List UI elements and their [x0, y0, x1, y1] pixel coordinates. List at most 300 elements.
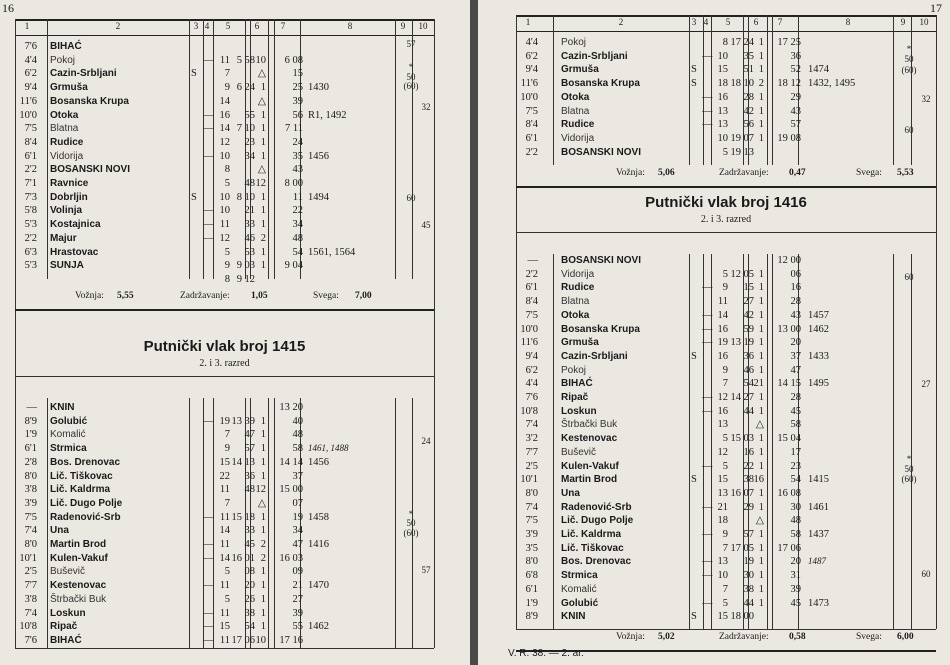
cell-m: 14 [730, 392, 741, 403]
summary-v2: 1,05 [251, 291, 268, 301]
cell-m2: 58 [292, 443, 303, 455]
cell-m2: 31 [790, 570, 801, 582]
cell-s: 35 [743, 50, 754, 62]
cell-s: 07 [743, 487, 754, 499]
cell-km: 1'9 [24, 429, 37, 441]
cell-m: 19 [730, 132, 741, 144]
note-col9: 60 [904, 125, 914, 135]
cell-name: Cazin-Srbljani [561, 350, 628, 362]
note-col9: (60) [403, 81, 419, 91]
cell-h2: 1 [758, 350, 764, 362]
cell-ref: 1458 [308, 511, 329, 523]
cell-h: 14 [219, 95, 230, 107]
timetable-row [516, 446, 936, 460]
timetable-row [516, 323, 936, 337]
timetable-row [15, 634, 434, 648]
cell-m2: 15 [292, 68, 303, 80]
cell-m2: 39 [292, 95, 303, 107]
cell-h2: △ [755, 419, 764, 431]
column-number: 5 [225, 21, 231, 31]
column-number: 9 [900, 17, 906, 27]
cell-h2: 1 [260, 511, 266, 523]
cell-ref: R1, 1492 [308, 109, 347, 121]
timetable-row [516, 583, 936, 597]
cell-s: 27 [743, 296, 754, 308]
cell-s: 51 [743, 64, 754, 76]
cell-m2: 28 [790, 296, 801, 308]
cell-h: 7 [224, 497, 230, 509]
cell-h2: 1 [758, 309, 764, 321]
cell-h: 10 [219, 205, 230, 217]
cell-ref: 1474 [808, 64, 829, 76]
cell-h2: 1 [260, 580, 266, 592]
cell-m2: 45 [790, 405, 801, 417]
travel-summary [15, 291, 434, 305]
summary-l1: Vožnja: [616, 168, 645, 178]
cell-km: 3'8 [24, 484, 37, 496]
cell-ref: 1457 [808, 309, 829, 321]
cell-h: 18 [717, 515, 728, 527]
cell-h2: 1 [758, 50, 764, 62]
timetable-row [516, 391, 936, 405]
cell-m: 13 [231, 415, 242, 427]
cell-h: 16 [717, 91, 728, 103]
column-number: 8 [347, 21, 353, 31]
page-number: 16 [2, 1, 14, 15]
cell-h2: 1 [260, 150, 266, 162]
cell-h: 18 [717, 78, 728, 90]
cell-name: Vidorija [561, 132, 595, 144]
timetable-row [15, 456, 434, 470]
right-page [478, 0, 950, 665]
cell-h2: 1 [260, 593, 266, 605]
cell-h: 8 [224, 164, 230, 176]
cell-s: 01 [244, 552, 255, 564]
cell-name: BIHAĆ [50, 634, 82, 646]
timetable-row [15, 415, 434, 429]
cell-km: 3'8 [24, 593, 37, 605]
cell-name: BOSANSKI NOVI [50, 164, 131, 176]
cell-h: 9 [224, 82, 230, 94]
cell-km: 5'8 [24, 205, 37, 217]
cell-name: Lič. Kaldrma [561, 529, 622, 540]
cell-ref: 1470 [308, 580, 329, 592]
cell-km: 7'6 [24, 41, 37, 52]
cell-s: 03 [244, 260, 255, 272]
cell-h2: 12 [255, 178, 266, 189]
cell-h2: 1 [758, 282, 764, 294]
cell-name: Cazin-Srbljani [561, 50, 628, 62]
cell-m2: 20 [790, 556, 801, 568]
cell-c4: — [702, 337, 713, 349]
cell-name: Komalić [50, 429, 86, 441]
cell-c4: — [702, 570, 713, 582]
cell-s: 58 [244, 54, 255, 66]
timetable-row [15, 273, 434, 287]
cell-name: BIHAĆ [561, 378, 593, 390]
cell-s: 15 [743, 282, 754, 294]
cell-c3: S [191, 191, 197, 203]
cell-h: 7 [722, 542, 728, 554]
cell-s: 10 [244, 191, 255, 203]
cell-m2: 18 12 [777, 78, 801, 90]
cell-h: 15 [219, 621, 230, 633]
cell-m2: 34 [292, 219, 303, 231]
cell-km: 7'7 [24, 580, 37, 592]
cell-h: 11 [219, 607, 230, 619]
cell-h2: 1 [758, 556, 764, 568]
cell-km: 2'2 [24, 164, 37, 176]
timetable-row [516, 146, 936, 160]
cell-name: Bos. Drenovac [561, 556, 632, 568]
cell-ref: 1456 [308, 150, 329, 162]
cell-m2: 34 [292, 525, 303, 537]
cell-km: 4'4 [24, 54, 37, 66]
cell-km: — [26, 402, 37, 413]
cell-m2: 9 04 [284, 260, 303, 272]
cell-h: 16 [717, 405, 728, 417]
cell-s: 28 [743, 91, 754, 103]
cell-m2: 30 [790, 501, 801, 513]
cell-name: Pokoj [561, 364, 587, 376]
cell-km: 7'5 [24, 511, 37, 523]
cell-km: 6'1 [24, 443, 37, 455]
cell-km: 8'4 [525, 296, 538, 308]
cell-h2: 1 [260, 136, 266, 148]
timetable-row [15, 136, 434, 150]
cell-h: 13 [717, 119, 728, 131]
timetable-row [516, 36, 936, 50]
cell-h2: 1 [260, 82, 266, 94]
cell-name: Martin Brod [561, 474, 618, 486]
timetable-row [516, 473, 936, 487]
cell-km: 3'2 [525, 433, 538, 445]
cell-m: 13 [730, 337, 741, 349]
cell-h: 8 [224, 273, 230, 285]
cell-c3: S [691, 78, 697, 90]
cell-km: 6'1 [525, 132, 538, 144]
summary-l2: Zadržavanje: [719, 632, 769, 642]
cell-s: 53 [244, 246, 255, 258]
cell-s: 36 [743, 350, 754, 362]
column-number: 10 [418, 21, 428, 31]
cell-m2: 12 00 [777, 255, 801, 266]
timetable-row [15, 40, 434, 54]
cell-name: Pokoj [561, 37, 587, 48]
cell-h2: △ [755, 515, 764, 527]
cell-m2: 25 [292, 82, 303, 94]
cell-km: 10'0 [19, 109, 37, 121]
column-number: 6 [254, 21, 260, 31]
cell-m2: 28 [790, 392, 801, 403]
cell-m2: 58 [790, 419, 801, 431]
cell-h: 9 [722, 529, 728, 540]
cell-h2: 1 [758, 405, 764, 417]
note-col9: 50 [904, 464, 914, 474]
cell-c4: — [203, 634, 214, 646]
cell-km: 10'1 [520, 474, 538, 486]
cell-km: 2'2 [24, 232, 37, 244]
timetable-row [15, 191, 434, 205]
cell-m2: 17 16 [279, 634, 303, 646]
cell-s: 33 [244, 525, 255, 537]
summary-l2: Zadržavanje: [719, 168, 769, 178]
summary-v1: 5,02 [658, 632, 675, 642]
column-number: 6 [753, 17, 759, 27]
cell-name: Buševič [50, 566, 86, 578]
timetable-row [516, 514, 936, 528]
cell-h: 9 [722, 364, 728, 376]
cell-h2: 12 [255, 484, 266, 496]
cell-h2: 1 [260, 621, 266, 633]
timetable-row [516, 254, 936, 268]
cell-c4: — [702, 405, 713, 417]
cell-m2: 36 [790, 50, 801, 62]
cell-m: 9 [236, 273, 242, 285]
cell-c3: S [691, 64, 697, 76]
cell-c4: — [702, 460, 713, 472]
cell-name: Ripač [561, 392, 589, 403]
cell-h: 14 [219, 123, 230, 135]
cell-s: 46 [244, 232, 255, 244]
cell-m2: 07 [292, 497, 303, 509]
cell-h2: 1 [260, 607, 266, 619]
cell-c4: — [702, 529, 713, 540]
cell-m2: 27 [292, 593, 303, 605]
cell-km: 10'1 [19, 552, 37, 564]
cell-km: 3'5 [525, 542, 538, 554]
cell-h2: △ [257, 497, 266, 509]
note-col10: 45 [421, 220, 431, 230]
cell-name: Volinja [50, 205, 83, 217]
cell-h: 10 [717, 50, 728, 62]
cell-s: 10 [244, 123, 255, 135]
cell-km: 7'5 [525, 515, 538, 527]
cell-c4: — [203, 607, 214, 619]
cell-m2: 55 [292, 621, 303, 633]
cell-name: Kulen-Vakuf [561, 460, 619, 472]
cell-m: 17 [231, 634, 242, 646]
cell-name: Lič. Tiškovac [561, 542, 624, 554]
cell-h: 14 [219, 552, 230, 564]
cell-c4: — [203, 219, 214, 231]
cell-c3: S [691, 474, 697, 486]
cell-c4: — [203, 552, 214, 564]
cell-name: Grmuša [561, 337, 599, 349]
cell-m: 17 [730, 542, 741, 554]
cell-km: 2'5 [525, 460, 538, 472]
cell-m2: 37 [292, 470, 303, 482]
timetable-row [15, 442, 434, 456]
timetable-row [516, 460, 936, 474]
timetable-row [15, 607, 434, 621]
note-col9: * [906, 44, 912, 54]
cell-name: Cazin-Srbljani [50, 68, 117, 80]
cell-c4: — [203, 205, 214, 217]
column-number: 7 [777, 17, 783, 27]
cell-m2: 54 [790, 474, 801, 486]
cell-m2: 11 [292, 191, 303, 203]
cell-name: Blatna [50, 123, 79, 135]
travel-summary [516, 168, 936, 182]
cell-m2: 48 [292, 429, 303, 441]
cell-h2: 10 [255, 54, 266, 66]
cell-s: 48 [244, 484, 255, 496]
cell-km: 6'3 [24, 246, 37, 258]
cell-h2: 1 [260, 219, 266, 231]
cell-name: Vidorija [50, 150, 84, 162]
timetable-row [516, 501, 936, 515]
cell-m: 12 [730, 268, 741, 280]
cell-m2: 45 [790, 597, 801, 609]
cell-h2: 1 [260, 191, 266, 203]
cell-m2: 6 08 [284, 54, 303, 66]
cell-s: 08 [244, 566, 255, 578]
cell-h: 5 [722, 146, 728, 158]
cell-name: Štrbački Buk [50, 593, 107, 605]
cell-c3: S [691, 350, 697, 362]
cell-h: 7 [722, 583, 728, 595]
timetable-row [15, 497, 434, 511]
cell-h: 10 [717, 570, 728, 582]
timetable-row [15, 552, 434, 566]
cell-h2: 1 [260, 205, 266, 217]
cell-name: Bosanska Krupa [50, 95, 129, 107]
table-border [516, 629, 936, 630]
cell-name: Otoka [561, 91, 590, 103]
timetable-row [15, 565, 434, 579]
cell-name: Lič. Dugo Polje [561, 515, 634, 527]
cell-h: 11 [219, 484, 230, 496]
column-number: 5 [725, 17, 731, 27]
cell-h2: 1 [758, 542, 764, 554]
cell-h: 7 [722, 378, 728, 390]
cell-h2: 1 [260, 525, 266, 537]
cell-c4: — [203, 415, 214, 427]
cell-s: 57 [244, 443, 255, 455]
cell-s: 05 [743, 268, 754, 280]
summary-v3: 5,53 [897, 168, 914, 178]
cell-h2: 1 [260, 246, 266, 258]
timetable-row [15, 177, 434, 191]
cell-h2: 1 [260, 260, 266, 272]
summary-l1: Vožnja: [616, 632, 645, 642]
timetable-row [15, 483, 434, 497]
cell-km: 10'8 [520, 405, 538, 417]
cell-h2: △ [257, 68, 266, 80]
cell-c4: — [203, 123, 214, 135]
cell-km: 7'5 [24, 123, 37, 135]
cell-m2: 7 11 [285, 123, 303, 135]
column-number: 1 [525, 17, 531, 27]
cell-s: 30 [743, 570, 754, 582]
cell-km: 3'9 [24, 497, 37, 509]
cell-km: 6'8 [525, 570, 538, 582]
cell-km: 6'2 [525, 364, 538, 376]
cell-km: 2'5 [24, 566, 37, 578]
cell-h: 11 [219, 580, 230, 592]
cell-h: 13 [717, 487, 728, 499]
summary-l3: Svega: [313, 291, 339, 301]
timetable-row [516, 118, 936, 132]
cell-km: 10'0 [520, 91, 538, 103]
timetable-row [516, 487, 936, 501]
cell-h2: 21 [753, 378, 764, 390]
cell-h: 14 [219, 525, 230, 537]
timetable-row [516, 50, 936, 64]
cell-name: BIHAĆ [50, 41, 82, 52]
cell-s: 44 [743, 597, 754, 609]
cell-m2: 37 [790, 350, 801, 362]
cell-name: Kestenovac [561, 433, 618, 445]
cell-km: 6'2 [24, 68, 37, 80]
cell-c4: — [702, 597, 713, 609]
timetable-row [516, 132, 936, 146]
timetable-row [516, 610, 936, 624]
cell-h: 7 [224, 68, 230, 80]
cell-h: 8 [722, 37, 728, 48]
timetable-row [15, 620, 434, 634]
table-border [516, 15, 936, 17]
timetable-row [516, 418, 936, 432]
cell-ref: 1437 [808, 529, 829, 540]
cell-name: Rudice [561, 282, 595, 294]
timetable-row [516, 309, 936, 323]
cell-km: 7'6 [525, 392, 538, 403]
cell-c3: S [191, 68, 197, 80]
cell-h: 12 [717, 392, 728, 403]
cell-c4: — [203, 109, 214, 121]
cell-m: 16 [730, 487, 741, 499]
cell-km: 8'0 [525, 556, 538, 568]
column-number: 4 [204, 21, 210, 31]
cell-name: Una [50, 525, 69, 537]
cell-km: 6'2 [525, 50, 538, 62]
note-col9: (60) [901, 65, 917, 75]
cell-name: BOSANSKI NOVI [561, 146, 642, 158]
cell-h: 10 [219, 150, 230, 162]
cell-km: 7'1 [24, 178, 37, 189]
cell-s: 24 [244, 82, 255, 94]
cell-s: 54 [244, 621, 255, 633]
cell-h: 22 [219, 470, 230, 482]
cell-km: 2'2 [525, 146, 538, 158]
cell-m2: 17 25 [777, 37, 801, 48]
cell-h: 21 [717, 501, 728, 513]
note-col9: * [408, 62, 414, 72]
note-col9: * [906, 454, 912, 464]
cell-s: 03 [743, 433, 754, 445]
cell-m2: 13 20 [279, 402, 303, 413]
timetable-row [516, 364, 936, 378]
cell-m2: 57 [790, 119, 801, 131]
cell-name: Komalić [561, 583, 597, 595]
table-border [936, 15, 937, 629]
cell-c4: — [702, 309, 713, 321]
column-header-row [15, 19, 434, 36]
cell-h: 13 [717, 556, 728, 568]
cell-h2: 16 [753, 474, 764, 486]
cell-km: 9'4 [24, 82, 37, 94]
cell-h2: 1 [758, 323, 764, 335]
cell-h2: 1 [758, 570, 764, 582]
cell-m: 18 [730, 611, 741, 623]
timetable-row [516, 336, 936, 350]
summary-v3: 7,00 [355, 291, 372, 301]
cell-m: 6 [236, 82, 242, 94]
cell-h2: 1 [758, 460, 764, 472]
column-number: 9 [400, 21, 406, 31]
